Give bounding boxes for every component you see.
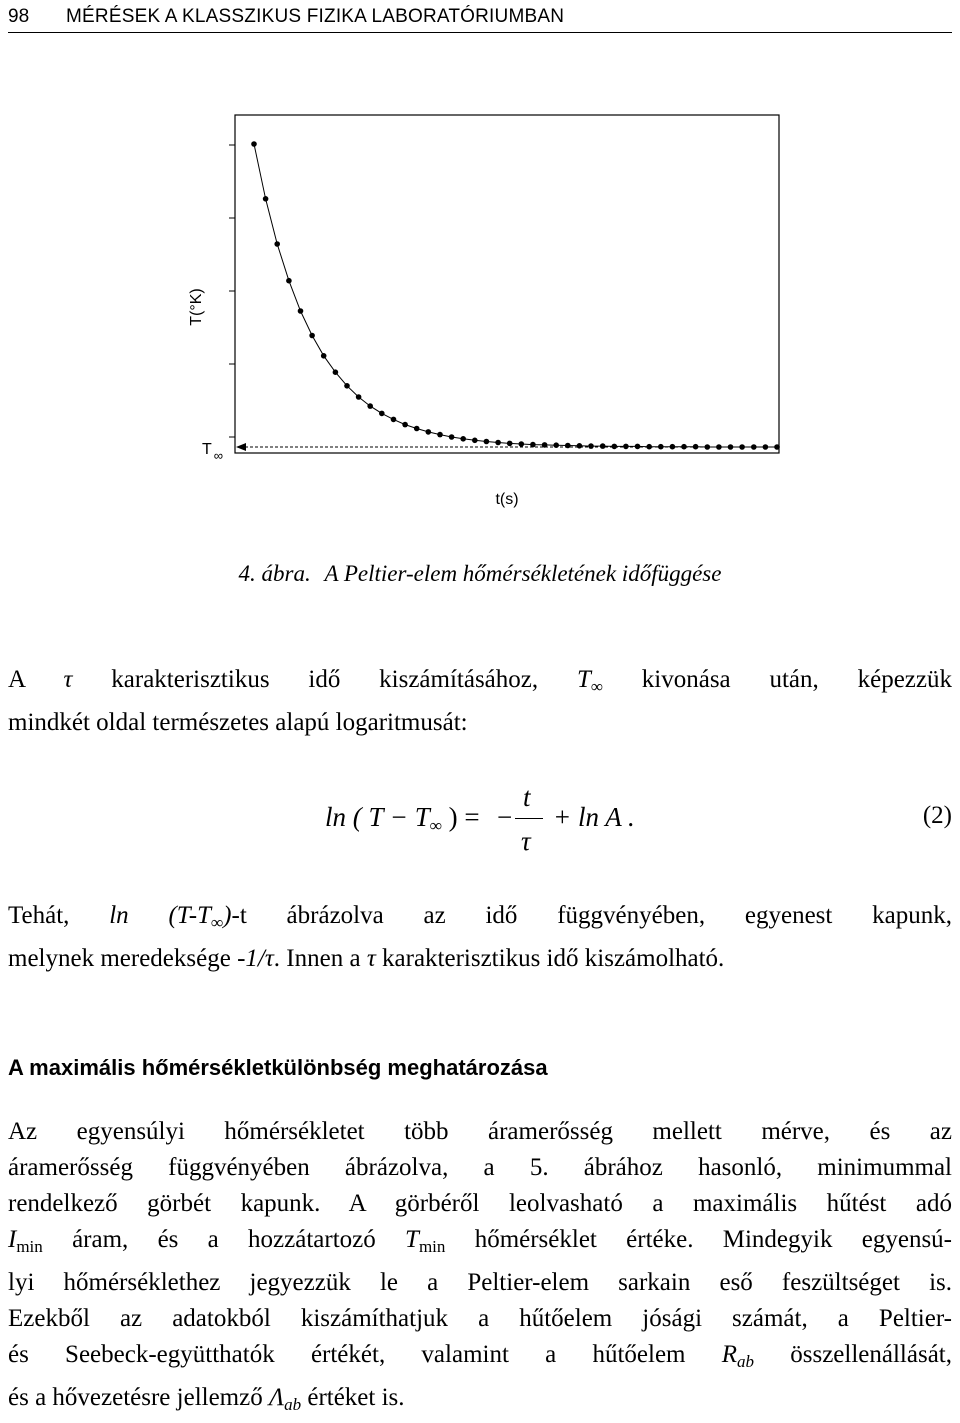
running-header (8, 4, 952, 33)
equation-tail: + ln A . (553, 802, 635, 832)
x-axis-label: t(s) (495, 491, 519, 508)
paragraph-line: Tehát, $\ln (T-T_\infty)-t$ ábrázolva az idő függvényében, egyenest kapunk, (8, 902, 952, 932)
data-point (600, 443, 606, 449)
asymptote-label: T $_\infty$ (202, 441, 224, 463)
equation-numerator: t (523, 782, 531, 812)
data-point (728, 444, 734, 450)
section-heading: A maximális hőmérsékletkülönbség meghatározása (8, 1055, 548, 1080)
data-point (519, 441, 525, 447)
data-point (751, 444, 757, 450)
paragraph-line: mindkét oldal természetes alapú logaritmusát: (8, 709, 468, 736)
data-point (402, 422, 408, 428)
data-point (379, 411, 385, 417)
data-point (251, 141, 257, 147)
data-point (577, 443, 583, 449)
paragraph-line: és a hővezetésre jellemző $\Lambda_{ab}$ értéket is. (8, 1384, 405, 1414)
data-point (565, 443, 571, 449)
equation-number: (2) (922, 802, 952, 829)
data-point (646, 444, 652, 450)
paragraph-line: rendelkező görbét kapunk. A görbéről leolvasható a maximális hűtést adó (8, 1190, 952, 1217)
data-point (460, 436, 466, 442)
figure-label: 4. ábra. (238, 561, 311, 586)
paragraph-line: lyi hőmérséklethez jegyezzük le a Peltier-elem sarkain eső feszültséget is. (8, 1269, 952, 1296)
fit-curve (254, 144, 777, 447)
paragraph-line: áramerősség függvényében ábrázolva, a 5. ábrához hasonló, minimummal (8, 1154, 952, 1181)
data-point (321, 353, 327, 359)
data-point (286, 278, 292, 284)
data-point (716, 444, 722, 450)
data-point (367, 403, 373, 409)
equation-minus: − (497, 802, 513, 832)
data-point (774, 444, 780, 450)
data-point (612, 444, 618, 450)
equation-2 (0, 780, 960, 870)
data-point (391, 417, 397, 423)
data-point (681, 444, 687, 450)
paragraph-line: Az egyensúlyi hőmérsékletet több áramerősség mellett mérve, és az (8, 1118, 952, 1145)
data-point (507, 441, 513, 447)
data-point (298, 308, 304, 314)
data-point (414, 426, 420, 432)
data-point (658, 444, 664, 450)
data-point (484, 439, 490, 445)
data-point (437, 432, 443, 438)
paragraph-line: melynek meredeksége -1/τ. Innen a τ karakterisztikus idő kiszámolható. (8, 945, 725, 972)
figure-caption (0, 561, 960, 587)
data-point (670, 444, 676, 450)
data-point (495, 440, 501, 446)
data-point (472, 438, 478, 444)
paragraph-line: és Seebeck-együtthatók értékét, valamint a hűtőelem $R_{ab}$ összellenállását, (8, 1341, 952, 1371)
data-point (263, 196, 269, 202)
paragraph-intro (8, 662, 952, 741)
data-point (542, 442, 548, 448)
data-point (588, 443, 594, 449)
data-point (426, 429, 432, 435)
temperature-time-chart (0, 100, 960, 530)
data-point (763, 444, 769, 450)
data-point (530, 442, 536, 448)
fraction-bar (515, 818, 543, 819)
equation-lhs: ln ( $T - T_\infty$ ) = (325, 802, 480, 835)
paragraph-line: Ezekből az adatokból kiszámíthatjuk a hűtőelem jósági számát, a Peltier- (8, 1305, 952, 1332)
data-point (623, 444, 629, 450)
data-point (274, 241, 280, 247)
page-number: 98 (8, 6, 30, 27)
plot-frame (235, 115, 779, 453)
infinity-subscript: ∞ (213, 448, 224, 463)
data-point (449, 434, 455, 440)
paragraph-conclusion (8, 898, 952, 977)
y-ticks (229, 145, 235, 437)
paragraph-method (8, 1114, 952, 1423)
figure-caption-text: A Peltier-elem hőmérsékletének időfüggése (324, 561, 722, 586)
paragraph-line: $I_{min}$ áram, és a hozzátartozó $T_{min}$ hőmérséklet értéke. Mindegyik egyensú- (8, 1226, 952, 1256)
data-point (693, 444, 699, 450)
data-point (739, 444, 745, 450)
paragraph-line: A τ karakterisztikus idő kiszámításához, $T_\infty$ kivonása után, képezzük (8, 666, 952, 696)
running-title: MÉRÉSEK A KLASSZIKUS FIZIKA LABORATÓRIUMBAN (66, 6, 565, 27)
data-points (251, 141, 780, 450)
y-axis-label: T(°K) (188, 288, 205, 326)
data-point (309, 333, 315, 339)
data-point (553, 442, 559, 448)
equation-denominator: τ (521, 826, 531, 856)
data-point (356, 394, 362, 400)
data-point (635, 444, 641, 450)
asymptote-arrowhead (236, 443, 246, 451)
data-point (705, 444, 711, 450)
data-point (344, 383, 350, 389)
data-point (333, 369, 339, 375)
